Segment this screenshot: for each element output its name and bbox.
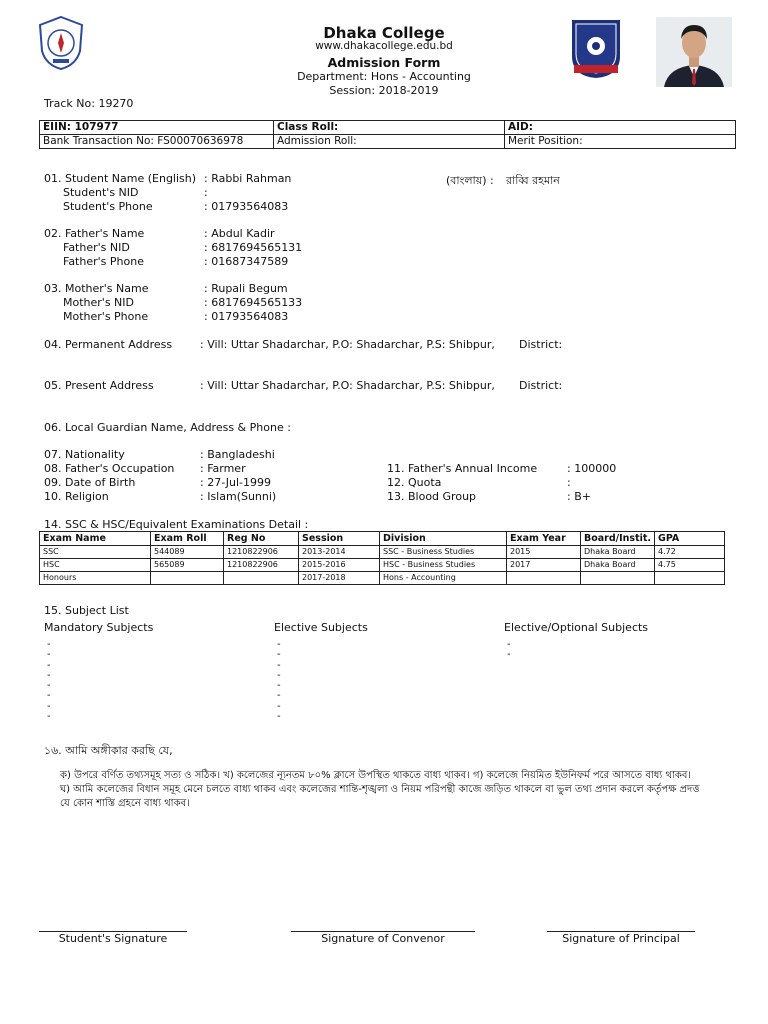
exam-cell: 1210822906 (224, 559, 299, 572)
student-nid-value: : (204, 186, 208, 199)
list-item: - (277, 700, 281, 712)
nationality-value: : Bangladeshi (200, 448, 275, 461)
student-photo (656, 17, 732, 87)
exam-cell: 2017 (507, 559, 581, 572)
list-item: - (277, 680, 281, 692)
list-item: - (47, 669, 51, 681)
table-row (40, 572, 725, 585)
exam-cell: SSC (40, 546, 151, 559)
optional-subjects-heading: Elective/Optional Subjects (504, 621, 649, 634)
exam-cell: 1210822906 (224, 546, 299, 559)
list-item: - (47, 690, 51, 702)
exam-cell (224, 572, 299, 585)
present-district: District: (519, 379, 563, 392)
exam-col-header: Division (380, 532, 507, 546)
permanent-address-value: : Vill: Uttar Shadarchar, P.O: Shadarchar, P.S: Shibpur, (200, 338, 495, 351)
nationality-label: 07. Nationality (44, 448, 125, 461)
aid-cell: AID: (505, 121, 736, 135)
local-guardian-label: 06. Local Guardian Name, Address & Phone : (44, 421, 291, 434)
table-row (40, 559, 725, 572)
track-number: Track No: 19270 (44, 97, 134, 110)
exam-cell (151, 572, 224, 585)
list-item: - (507, 649, 511, 661)
mother-phone-value: : 01793564083 (204, 310, 289, 323)
declaration-heading: ১৬. আমি অঙ্গীকার করছি যে, (44, 744, 173, 757)
list-item: - (47, 700, 51, 712)
list-item: - (47, 639, 51, 650)
subjects-title: 15. Subject List (44, 604, 129, 617)
table-row (40, 546, 725, 559)
exam-cell: Hons - Accounting (380, 572, 507, 585)
admission-info-table (39, 120, 736, 149)
mother-nid-value: : 6817694565133 (204, 296, 303, 309)
elective-subject-list (277, 640, 281, 722)
mother-nid-label: Mother's NID (63, 296, 134, 309)
class-roll-cell: Class Roll: (274, 121, 505, 135)
college-name: Dhaka College (323, 24, 445, 42)
exam-col-header: Board/Instit. (581, 532, 655, 546)
list-item: - (47, 680, 51, 692)
admission-roll-cell: Admission Roll: (274, 135, 505, 149)
exam-col-header: Exam Name (40, 532, 151, 546)
student-signature-label: Student's Signature (58, 932, 168, 945)
optional-subject-list (507, 640, 511, 661)
student-name-bangla-value: রাব্বি রহমান (506, 174, 560, 187)
father-occupation-value: : Farmer (200, 462, 246, 475)
father-phone-label: Father's Phone (63, 255, 144, 268)
department-line: Department: Hons - Accounting (297, 70, 471, 83)
exam-cell: HSC (40, 559, 151, 572)
exam-cell: Honours (40, 572, 151, 585)
blood-group-value: : B+ (567, 490, 591, 503)
exam-cell: SSC - Business Studies (380, 546, 507, 559)
student-name-value: : Rabbi Rahman (204, 172, 292, 185)
exam-cell: HSC - Business Studies (380, 559, 507, 572)
present-address-value: : Vill: Uttar Shadarchar, P.O: Shadarchar, P.S: Shibpur, (200, 379, 495, 392)
student-phone-value: : 01793564083 (204, 200, 289, 213)
exam-cell: 4.72 (655, 546, 725, 559)
father-nid-value: : 6817694565131 (204, 241, 303, 254)
present-address-label: 05. Present Address (44, 379, 154, 392)
exam-cell: 2015 (507, 546, 581, 559)
exam-cell: 2013-2014 (299, 546, 380, 559)
mandatory-subject-list (47, 640, 51, 722)
exam-col-header: Exam Roll (151, 532, 224, 546)
declaration-line-3: যে কোন শাস্তি গ্রহনে বাধ্য থাকব। (60, 798, 190, 809)
quota-value: : (567, 476, 571, 489)
list-item: - (47, 711, 51, 723)
college-website: www.dhakacollege.edu.bd (315, 40, 453, 52)
exam-col-header: Exam Year (507, 532, 581, 546)
list-item: - (277, 639, 281, 650)
college-logo-left (36, 15, 86, 71)
exam-cell: Dhaka Board (581, 559, 655, 572)
mandatory-subjects-heading: Mandatory Subjects (44, 621, 154, 634)
declaration-line-2: ঘ) আমি কলেজের বিধান সমূহ মেনে চলতে বাধ্য থাকব এবং কলেজের শান্তি-শৃঙ্খলা ও নিয়ম পরিপন্থী কাজে জড়িত থাকলে বা ভুল তথ্য প্রদান করলে কর্তৃপক্ষ প্রদত্ত (60, 784, 700, 795)
exam-cell (581, 572, 655, 585)
religion-value: : Islam(Sunni) (200, 490, 277, 503)
religion-label: 10. Religion (44, 490, 109, 503)
form-title: Admission Form (327, 55, 441, 70)
elective-subjects-heading: Elective Subjects (274, 621, 368, 634)
list-item: - (47, 659, 51, 671)
exam-cell: 4.75 (655, 559, 725, 572)
exam-cell: 2017-2018 (299, 572, 380, 585)
father-phone-value: : 01687347589 (204, 255, 289, 268)
father-occupation-label: 08. Father's Occupation (44, 462, 175, 475)
college-logo-right (570, 18, 622, 80)
student-name-bangla-label: (বাংলায়) : (446, 174, 494, 187)
exam-col-header: Session (299, 532, 380, 546)
annual-income-label: 11. Father's Annual Income (387, 462, 538, 475)
list-item: - (277, 711, 281, 723)
bank-transaction-cell: Bank Transaction No: FS00070636978 (40, 135, 274, 149)
student-nid-label: Student's NID (63, 186, 139, 199)
exam-cell (655, 572, 725, 585)
eiin-cell: EIIN: 107977 (40, 121, 274, 135)
list-item: - (277, 659, 281, 671)
exam-col-header: GPA (655, 532, 725, 546)
father-name-value: : Abdul Kadir (204, 227, 275, 240)
date-of-birth-label: 09. Date of Birth (44, 476, 136, 489)
exam-cell: 544089 (151, 546, 224, 559)
list-item: - (507, 639, 511, 650)
exam-cell: 2015-2016 (299, 559, 380, 572)
principal-signature-label: Signature of Principal (562, 932, 680, 945)
annual-income-value: : 100000 (567, 462, 617, 475)
exam-cell: 565089 (151, 559, 224, 572)
exam-cell: Dhaka Board (581, 546, 655, 559)
permanent-address-label: 04. Permanent Address (44, 338, 173, 351)
exam-col-header: Reg No (224, 532, 299, 546)
exams-title: 14. SSC & HSC/Equivalent Examinations Detail : (44, 518, 309, 531)
list-item: - (47, 649, 51, 661)
date-of-birth-value: : 27-Jul-1999 (200, 476, 272, 489)
list-item: - (277, 669, 281, 681)
blood-group-label: 13. Blood Group (387, 490, 477, 503)
student-phone-label: Student's Phone (63, 200, 153, 213)
student-name-label: 01. Student Name (English) (44, 172, 197, 185)
session-line: Session: 2018-2019 (329, 84, 439, 97)
permanent-district: District: (519, 338, 563, 351)
declaration-line-1: ক) উপরে বর্ণিত তথ্যসমূহ সত্য ও সঠিক। খ) কলেজের ন্যূনতম ৮০% ক্লাসে উপস্থিত থাকতে বাধ্য থাকব। গ) কলেজে নিয়মিত ইউনিফর্ম পরে আসতে বাধ্য থাকব। (60, 770, 691, 781)
merit-position-cell: Merit Position: (505, 135, 736, 149)
exam-cell (507, 572, 581, 585)
exam-table (39, 531, 725, 585)
mother-name-value: : Rupali Begum (204, 282, 288, 295)
mother-phone-label: Mother's Phone (63, 310, 149, 323)
quota-label: 12. Quota (387, 476, 442, 489)
father-name-label: 02. Father's Name (44, 227, 145, 240)
convenor-signature-label: Signature of Convenor (321, 932, 445, 945)
father-nid-label: Father's NID (63, 241, 130, 254)
list-item: - (277, 649, 281, 661)
mother-name-label: 03. Mother's Name (44, 282, 149, 295)
list-item: - (277, 690, 281, 702)
